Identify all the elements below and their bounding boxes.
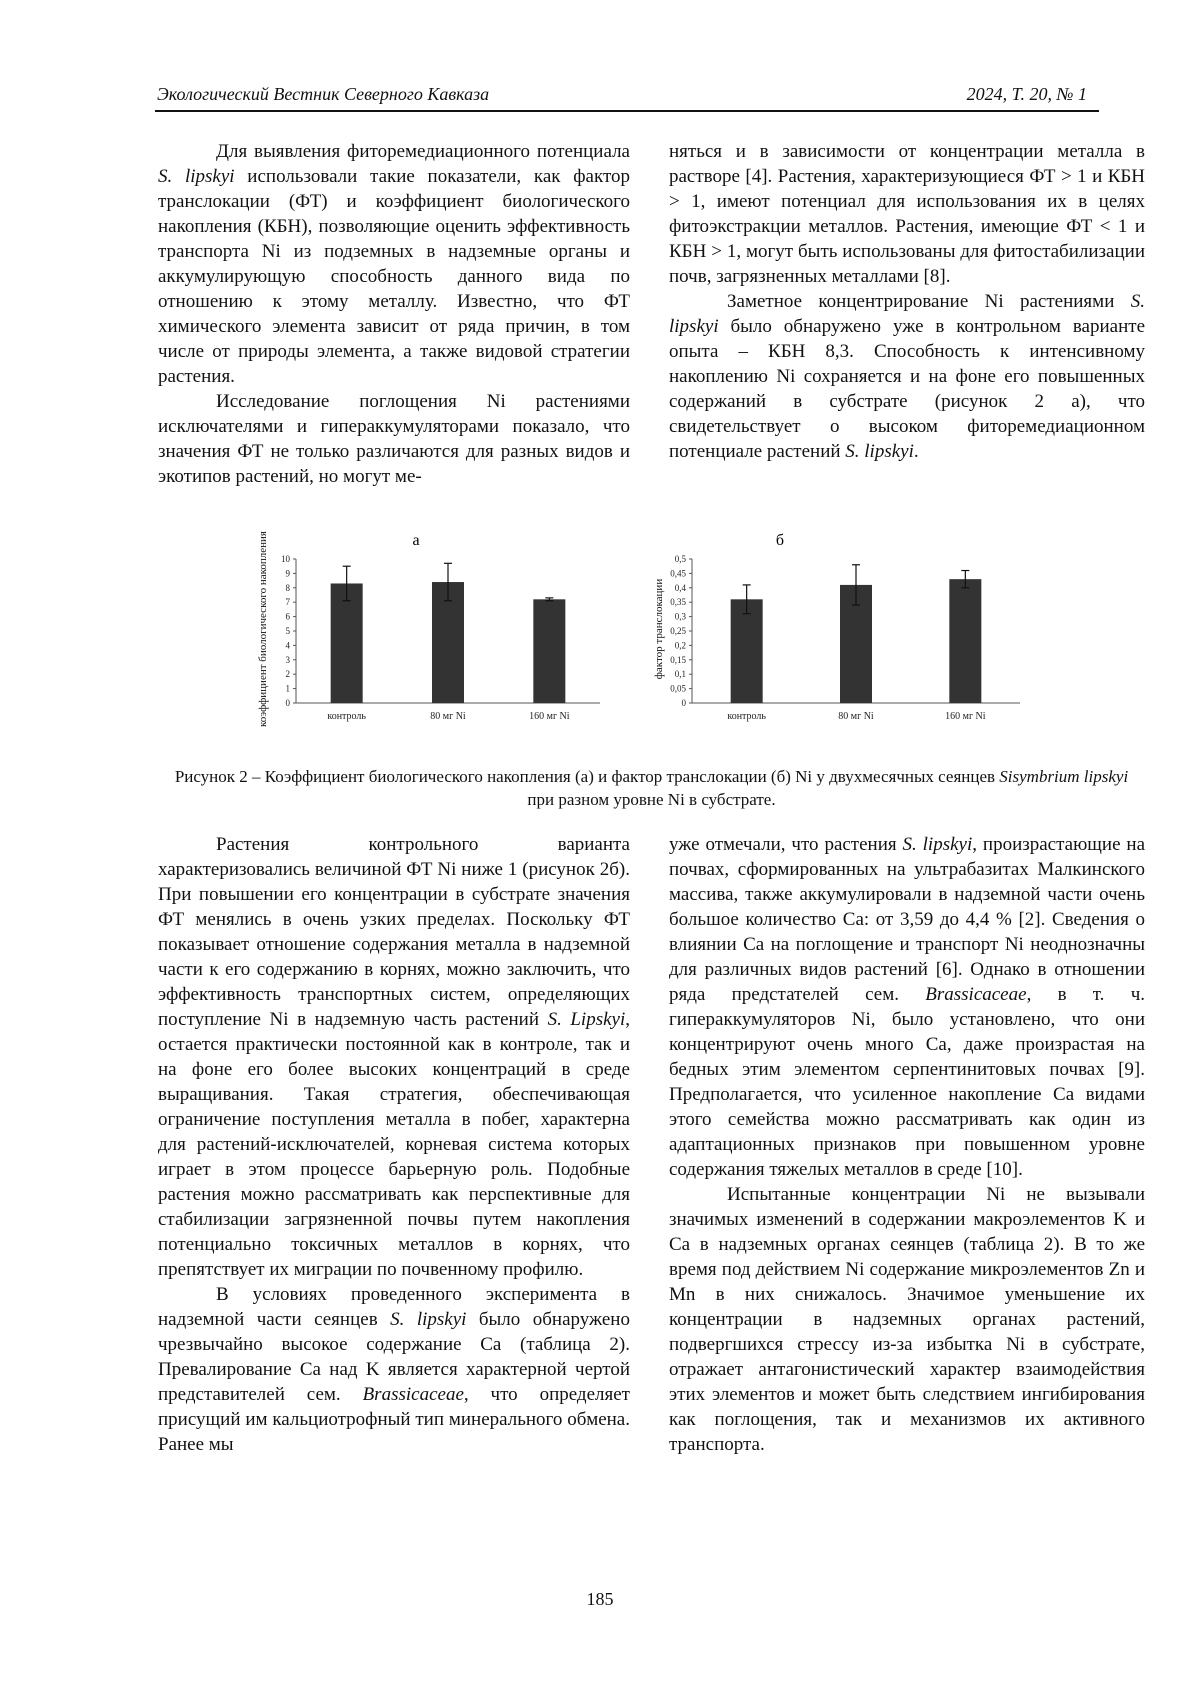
bar bbox=[331, 583, 363, 703]
y-tick-label: 0,15 bbox=[670, 654, 686, 665]
caption-species: Sisymbrium lipskyi bbox=[999, 767, 1129, 786]
chart-panel-b bbox=[650, 515, 1030, 745]
y-axis-label: фактор транслокации bbox=[653, 578, 665, 680]
italic-term: Brassicaceae bbox=[362, 1384, 464, 1405]
text-run: , что определяет присущий им кальциотрофный тип минерального обмена. Ранее мы bbox=[158, 1384, 630, 1455]
text-run: няться и в зависимости от концентрации металла в растворе [4]. Растения, характеризующиеся ФТ > 1 и КБН > 1, имеют потенциал для использования их в целях фитоэкстракции металлов. Растения, имеющие ФТ < 1 и КБН > 1, могут быть использованы для фитостабилизации почв, загрязненных металлами [8]. bbox=[669, 141, 1145, 287]
y-tick-label: 1 bbox=[285, 683, 290, 694]
italic-term: Brassicaceae bbox=[925, 984, 1027, 1005]
paragraph bbox=[669, 1182, 1145, 1457]
y-tick-label: 8 bbox=[285, 582, 290, 593]
y-axis-label: коэффициент биологического накопления bbox=[257, 531, 269, 727]
y-tick-label: 2 bbox=[285, 669, 290, 680]
x-tick-label: контроль bbox=[727, 711, 766, 722]
text-run: Заметное концентрирование Ni растениями bbox=[727, 291, 1131, 312]
y-tick-label: 0,45 bbox=[670, 568, 686, 579]
text-column-top-left bbox=[158, 139, 630, 489]
paragraph bbox=[158, 832, 630, 1282]
y-tick-label: 9 bbox=[285, 568, 290, 579]
x-tick-label: 80 мг Ni bbox=[838, 711, 874, 722]
y-tick-label: 0,25 bbox=[670, 626, 686, 636]
italic-term: S. Lipskyi bbox=[547, 1009, 626, 1030]
y-tick-label: 4 bbox=[285, 640, 290, 651]
y-tick-label: 6 bbox=[285, 611, 290, 622]
paragraph bbox=[158, 1282, 630, 1457]
panel-label: б bbox=[775, 532, 785, 549]
italic-term: S. lipskyi bbox=[845, 441, 914, 462]
y-tick-label: 0,2 bbox=[674, 640, 686, 651]
y-tick-label: 0,05 bbox=[670, 683, 686, 694]
figure-caption bbox=[160, 765, 1143, 811]
bar bbox=[949, 579, 981, 703]
x-tick-label: 160 мг Ni bbox=[945, 711, 986, 722]
paragraph bbox=[669, 139, 1145, 289]
text-run: . bbox=[913, 441, 919, 462]
x-tick-label: 160 мг Ni bbox=[529, 711, 570, 722]
caption-suffix: при разном уровне Ni в субстрате. bbox=[527, 790, 776, 809]
paragraph bbox=[158, 139, 630, 389]
y-tick-label: 0,3 bbox=[674, 611, 686, 622]
text-column-top-right bbox=[669, 139, 1145, 464]
x-tick-label: контроль bbox=[327, 711, 366, 722]
chart-panel-a bbox=[257, 515, 620, 745]
y-tick-label: 0 bbox=[285, 698, 290, 708]
text-run: было обнаружено уже в контрольном варианте опыта – КБН 8,3. Способность к интенсивному накоплению Ni сохраняется и на фоне его повышенных содержаний в субстрате (рисунок 2 а), что свидетельствует о высоком фиторемедиационном потенциале растений bbox=[669, 316, 1145, 462]
caption-prefix: Рисунок 2 – Коэффициент биологического накопления (а) и фактор транслокации (б) Ni у двухмесячных сеянцев bbox=[174, 767, 1000, 786]
text-run: использовали такие показатели, как фактор транслокации (ФТ) и коэффициент биологического накопления (КБН), позволяющие оценить эффективность транспорта Ni из подземных в надземные органы и аккумулирующую способность данного вида по отношению к этому металлу. Известно, что ФТ химического элемента зависит от ряда причин, в том числе от природы элемента, а также видовой стратегии растения. bbox=[158, 166, 631, 387]
y-tick-label: 3 bbox=[285, 654, 290, 665]
chart-b-svg bbox=[650, 515, 1030, 745]
text-run: Растения контрольного варианта характеризовались величиной ФТ Ni ниже 1 (рисунок 2б). При повышении его концентрации в субстрате значения ФТ менялись в очень узких пределах. Поскольку ФТ показывает отношение содержания металла в надземной части к его содержанию в корнях, можно заключить, что эффективность транспортных систем, определяющих поступление Ni в надземную часть растений bbox=[158, 834, 630, 1030]
text-column-bottom-left bbox=[158, 832, 630, 1457]
y-tick-label: 5 bbox=[285, 626, 290, 636]
text-run: уже отмечали, что растения bbox=[669, 834, 903, 855]
italic-term: S. lipskyi bbox=[669, 291, 1145, 337]
text-run: Испытанные концентрации Ni не вызывали значимых изменений в содержании макроэлементов K и Ca в надземных органах сеянцев (таблица 2). В то же время под действием Ni содержание микроэлементов Zn и Mn в них снижалось. Значимое уменьшение их концентрации в надземных органах растений, подвергшихся стрессу из-за избытка Ni в субстрате, отражает антагонистический характер взаимодействия этих элементов и может быть следствием ингибирования как поглощения, так и механизмов их активного транспорта. bbox=[669, 1184, 1145, 1455]
paragraph bbox=[669, 289, 1145, 464]
text-column-bottom-right bbox=[669, 832, 1145, 1457]
y-tick-label: 0,5 bbox=[674, 554, 686, 564]
y-tick-label: 0 bbox=[681, 698, 686, 708]
x-tick-label: 80 мг Ni bbox=[430, 711, 466, 722]
text-run: , произрастающие на почвах, сформированных на ультрабазитах Малкинского массива, также аккумулировали в надземной части очень большое количество Ca: от 3,59 до 4,4 % [2]. Сведения о влиянии Ca на поглощение и транспорт Ni неоднозначны для различных видов растений [6]. Однако в отношении ряда предстателей сем. bbox=[669, 834, 1146, 1005]
page-number: 185 bbox=[586, 1589, 614, 1609]
y-tick-label: 0,35 bbox=[670, 597, 686, 608]
text-run: , в т. ч. гипераккумуляторов Ni, было установлено, что они концентрируют очень много Ca, даже произрастая на бедных этим элементом серпентинитовых почвах [9]. Предполагается, что усиленное накопление Ca видами этого семейства можно рассматривать как один из адаптационных признаков при повышенном уровне содержания тяжелых металлов в среде [10]. bbox=[669, 984, 1145, 1180]
italic-term: S. lipskyi bbox=[902, 834, 973, 855]
issue-info: 2024, Т. 20, № 1 bbox=[966, 84, 1087, 104]
text-run: Исследование поглощения Ni растениями исключателями и гипераккумуляторами показало, что значения ФТ не только различаются для разных видов и экотипов растений, но могут ме- bbox=[158, 391, 630, 487]
italic-term: S. lipskyi bbox=[158, 166, 235, 187]
paragraph bbox=[158, 389, 630, 489]
text-run: , остается практически постоянной как в контроле, так и на фоне его более высоких концентраций в среде выращивания. Такая стратегия, обеспечивающая ограничение поступления металла в побег, характерна для растений-исключателей, корневая система которых играет в этом процессе барьерную роль. Подобные растения можно рассматривать как перспективные для стабилизации загрязненной почвы путем накопления потенциально токсичных металлов в корнях, что препятствует их миграции по почвенному профилю. bbox=[158, 1009, 630, 1280]
text-run: В условиях проведенного эксперимента в надземной части сеянцев bbox=[158, 1284, 630, 1330]
panel-label: а bbox=[412, 532, 420, 549]
y-tick-label: 10 bbox=[281, 554, 290, 564]
text-run: Для выявления фиторемедиационного потенциала bbox=[216, 141, 630, 162]
y-tick-label: 0,4 bbox=[674, 582, 686, 593]
running-header bbox=[155, 84, 1099, 112]
text-run: было обнаружено чрезвычайно высокое содержание Ca (таблица 2). Превалирование Ca над K является характерной чертой представителей сем. bbox=[158, 1309, 630, 1405]
y-tick-label: 7 bbox=[285, 597, 290, 608]
chart-plot-group bbox=[653, 532, 1020, 722]
chart-plot-group bbox=[257, 531, 600, 727]
journal-title: Экологический Вестник Северного Кавказа bbox=[157, 84, 490, 104]
chart-a-svg bbox=[257, 515, 620, 745]
paragraph bbox=[669, 832, 1145, 1182]
y-tick-label: 0,1 bbox=[674, 669, 686, 680]
bar bbox=[731, 599, 763, 703]
italic-term: S. lipskyi bbox=[390, 1309, 467, 1330]
bar bbox=[533, 599, 565, 703]
